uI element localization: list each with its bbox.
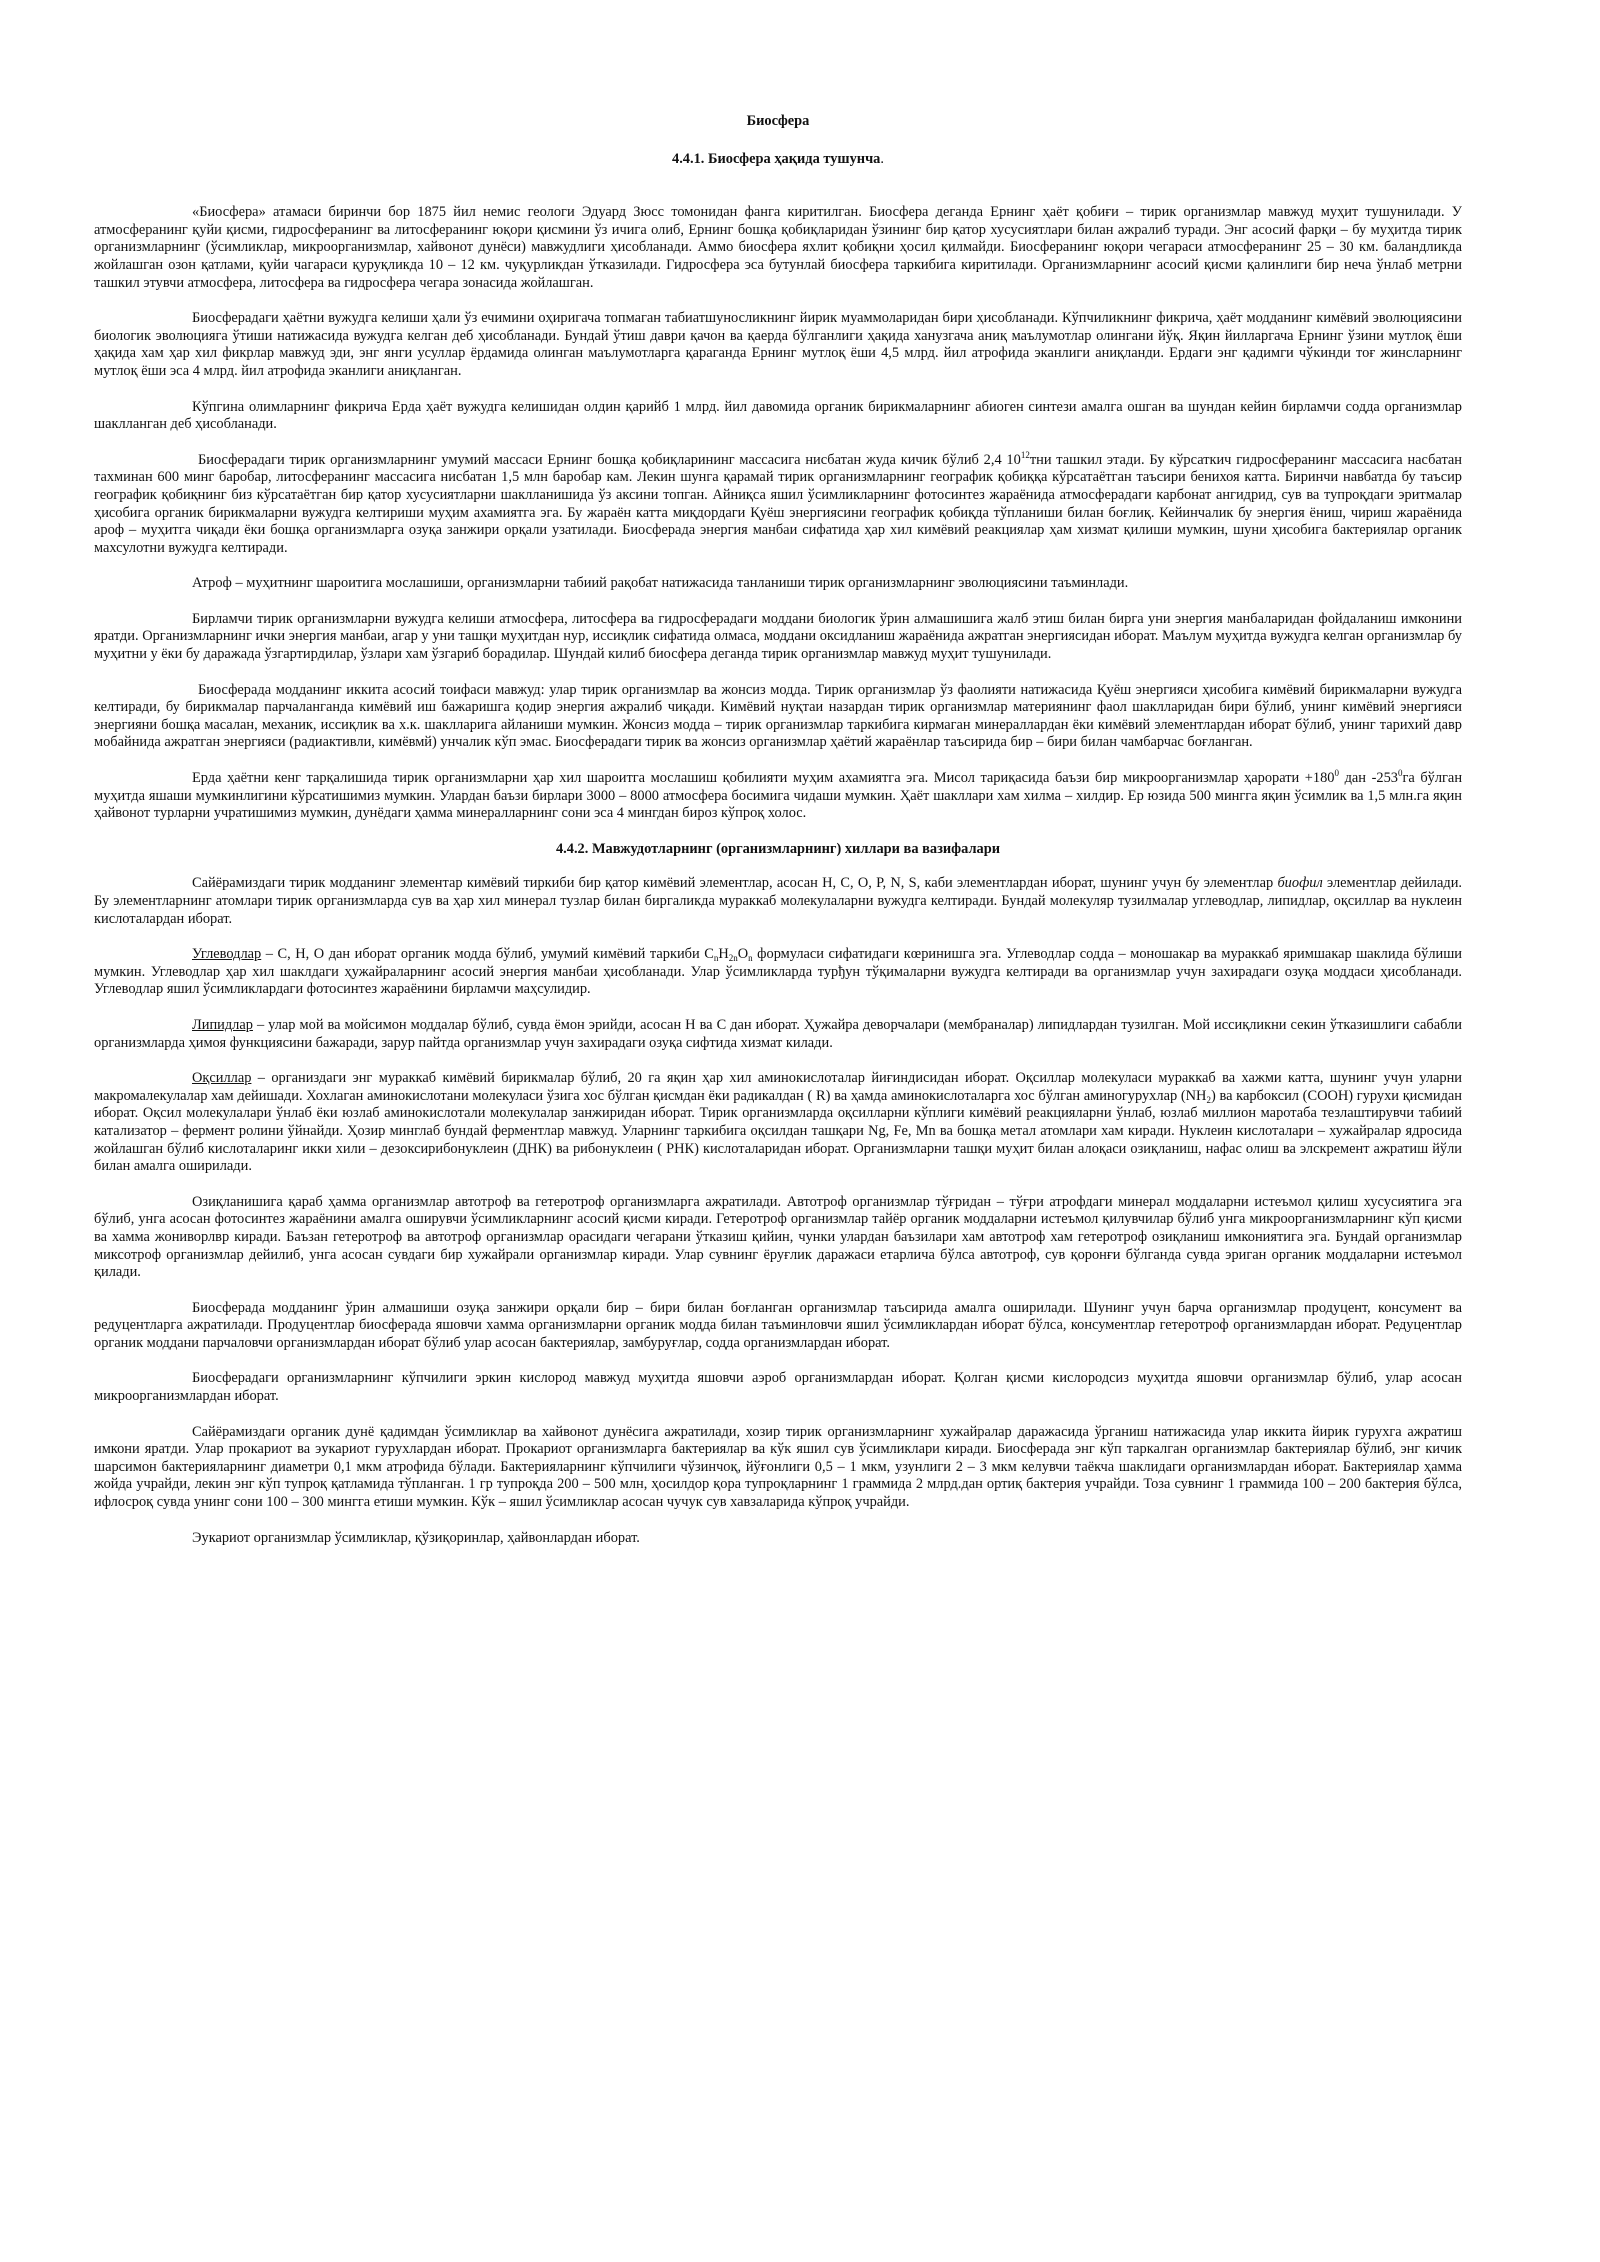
paragraph-8 (94, 770, 1462, 823)
formula-subscript-3: n (748, 953, 753, 964)
paragraph-10-part-d: формуласи сифатидаги кœринишга эга. Углеводлар содда – моношакар ва мураккаб яримшакар шаклида бўлиши мумкин. Углеводлар ҳар хил шаклдаги ҳужайраларнинг асосий энергия манбаи ҳисобланади. Улар ўсимликларда турђун тўқималарни вужудга келтиради ва организмлар учун захирадаги озуқа моддаси ҳисобланади. Углеводлар яшил ўсимликлардаги фотосинтез жараёнини бирламчи маҳсулидир. (94, 946, 1462, 998)
paragraph-8-part-b: дан -253 (1339, 770, 1398, 787)
document-page (94, 113, 1462, 1565)
paragraph-4-part-a: Биосферадаги тирик организмларнинг умумий массаси Ернинг бошқа қобиқларининг массасига нисбатан жуда кичик бўлиб 2,4 10 (198, 451, 1021, 468)
paragraph-2: Биосферадаги ҳаётни вужудга келиши ҳали ўз ечимини оҳиригача топмаган табиатшуносликнинг йирик муаммоларидан бири ҳисобланади. Кўпчиликнинг фикрича, ҳаёт модданинг кимёвий эволюциясини биологик эволюцияга ўтиши натижасида вужудга келган деб ҳисобланади. Бундай ўтиш даври қачон ва қаерда бўлганлиги ҳақида ханузгача аниқ маълумотлар олингани йўқ. Яқин йилларгача Ернинг ўзини мутлоқ ёши ҳақида хам ҳар хил фикрлар мавжуд эди, энг янги усуллар ёрдамида олинган маълумотларга қараганда Ернинг мутлоқ ёши 4,5 млрд. йил атрофида эканлиги аниқланди. Ердаги энг қадимги чўкинди тоғ жинсларнинг мутлоқ ёши эса 4 млрд. йил атрофида эканлиги аниқланган. (94, 310, 1462, 379)
paragraph-9-part-a: Сайёрамиздаги тирик модданинг элементар кимёвий тиркиби бир қатор кимёвий элементлар, асосан H, C, O, P, N, S, каби элементлардан иборат, шунинг учун бу элементлар (192, 875, 1278, 892)
term-carbohydrates: Углеводлар (192, 946, 262, 963)
paragraph-10-part-a: – C, H, O дан иборат органик модда бўлиб, умумий кимёвий таркиби C (261, 946, 714, 963)
paragraph-4-part-b: тни ташкил этади. Бу кўрсаткич гидросферанинг массасига насбатан тахминан 600 минг баробар, литосферанинг массасига нисбатан 1,5 млн баробар кам. Лекин шунга қарамай тирик организмларнинг географик қобиққа кўрсатаётган таъсири бенихоя катта. Биринчи навбатда бу таъсир географик қобиқнинг биз кўрсатаётган бир қатор хусусиятларни шаклланишида ўз аксини топган. Айниқса яшил ўсимликларнинг фотосинтез жараёнида атмосферадаги карбонат ангидрид, сув ва тупроқдаги эритмалар ҳисобига органик бирикмаларни вужудга келтириши муҳим ахамиятга эга. Бу жараён катта миқдордаги Қуёш энергиясини географик қобиқда тўпланиши билан боғлиқ. Кейинчалик бу энергия ёниш, чириш жараёнида ароф – муҳитга чиқади ёки бошқа организмларга озуқа занжири орқали узатилади. Биосферада энергия манбаи сифатида ҳар хил кимёвий реакциялар ҳам хизмат қилиши мумкин, шуни ҳисобига бактериялар органик махсулотни вужудга келтиради. (94, 451, 1462, 556)
section-heading-4-4-2: 4.4.2. Мавжудотларнинг (организмларнинг) хиллари ва вазифалари (555, 840, 1001, 857)
paragraph-11-text: – улар мой ва мойсимон моддалар бўлиб, сувда ёмон эрийди, асосан H ва C дан иборат. Ҳужайра деворчалари (мембраналар) липидлардан тузилган. Мой иссиқликни секин ўтказишлиги сабабли организмларда ҳимоя функциясини бажаради, зарур пайтда организмлар учун захирадаги озуқа сифтида хизмат килади. (94, 1016, 1462, 1051)
section-heading-4-4-1-text: 4.4.1. Биосфера ҳақида тушунча (672, 150, 881, 167)
degree-superscript-2: 0 (1397, 768, 1403, 779)
paragraph-1: «Биосфера» атамаси биринчи бор 1875 йил немис геологи Эдуард Зюсс томонидан фанга киритилган. Биосфера деганда Ернинг ҳаёт қобиғи – тирик организмлар мавжуд муҳит тушунилади. У атмосферанинг қуйи қисми, гидросферанинг ва литосферанинг юқори қисмини ўз ичига олиб, Ернинг бошқа қобиқларидан ўзининг бир қатор хусусиятлари билан ажралиб туради. Энг асосий фарқи – бу муҳитда тирик организмларнинг (ўсимликлар, микроорганизмлар, хайвонот дунёси) мавжудлиги ҳисобланади. Аммо биосфера яхлит қобиқни ҳосил қилмайди. Биосферанинг юқори чегараси атмосферанинг 25 – 30 км. баландликда жойлашган озон қатлами, қуйи чагараси қуруқликда 10 – 12 км. чуқурликдан ўтказилади. Гидросфера эса бутунлай биосфера таркибига киритилади. Организмларнинг асосий қисми қалинлиги бир неча ўнлаб метрни ташкил этувчи атмосфера, литосфера ва гидросфера чегара зонасида жойлашган. (94, 204, 1462, 291)
paragraph-8-part-c: га бўлган муҳитда яшаши мумкинлигини кўрсатишимиз мумкин. Улардан баъзи бирлари 3000 – 8000 атмосфера босимига чидаши мумкин. Ҳаёт шакллари хам хилма – хилдир. Ер юзида 500 мингга яқин ўсимлик ва 1,5 млн.га яқин ҳайвонот турларни учратишимиз мумкин, дунёдаги ҳамма минералларнинг сони эса 4 мингдан бироз кўпроқ холос. (94, 770, 1463, 822)
section-heading-4-4-1 (94, 151, 1462, 169)
paragraph-14: Биосферада модданинг ўрин алмашиши озуқа занжири орқали бир – бири билан боғланган организмлар таъсирида амалга оширилади. Шунинг учун барча организмлар продуцент, консумент ва редуцентларга ажратилади. Продуцентлар биосферада яшовчи хамма организмларни органик модда билан таъминловчи яшил ўсимликлардан иборат бўлса, консументлар гетеротроф организмлардан иборат. Редуцентлар органик моддани парчаловчи организмлардан иборат бўлиб улар асосан бактериялар, замбуруғлар, содда организмлардан иборат. (94, 1299, 1462, 1351)
formula-subscript-1: n (713, 953, 719, 964)
paragraph-12-part-b: ) ва карбоксил (COOH) гурухи қисмидан иборат. Оқсил молекулалари ўнлаб ёки юзлаб аминокислотали молекулалар занжиридан иборат. Тирик организмларда оқсилларни кўплиги кимёвий реакцияларни ўнлаб, юзлаб миллион маротаба тезлаштирувчи табиий катализатор – фермент ролини ўйнайди. Ҳозир минглаб бундай ферментлар мавжуд. Уларнинг таркибига оқсилдан ташқари Ng, Fe, Mn ва бошқа метал атомлари хам киради. Нуклеин кислоталари – хужайралар ядросида жойлашган бўлиб кислоталаринг икки хили – дезоксирибонуклеин (ДНК) ва рибонуклеин ( РНК) кислоталаридан иборат. Организмларни ташқи муҳит билан алоқаси озиқланиш, нафас олиш ва элскремент ажратиш йўли билан амалга оширилади. (94, 1087, 1462, 1175)
section-heading-4-4-1-period: . (880, 150, 884, 167)
formula-o: O (737, 946, 749, 963)
paragraph-3: Кўпгина олимларнинг фикрича Ерда ҳаёт вужудга келишидан олдин қарийб 1 млрд. йил давомида органик бирикмаларнинг абиоген синтези амалга ошган ва шундан кейин бирламчи содда организмлар шаклланган деб ҳисобланади. (94, 398, 1462, 433)
paragraph-proteins (94, 1070, 1462, 1176)
paragraph-carbohydrates (94, 946, 1462, 999)
term-lipids: Липидлар (192, 1016, 253, 1033)
paragraph-4 (94, 449, 1462, 558)
degree-superscript-1: 0 (1334, 768, 1340, 779)
term-proteins: Оқсиллар (192, 1070, 252, 1087)
formula-h: H (718, 946, 729, 963)
paragraph-9 (94, 875, 1462, 928)
paragraph-13: Озиқланишига қараб ҳамма организмлар автотроф ва гетеротроф организмларга ажратилади. Автотроф организмлар тўғридан – тўғри атрофдаги минерал моддаларни истеъмол қилиш хусусиятига эга бўлиб, унга асосан фотосинтез жараёнини амалга оширувчи ўсимликларнинг асосий қисми киради. Гетеротроф организмлар тайёр органик моддаларни истеъмол қилувчилар бўлиб унга микроорганизмларнинг кўп қисми ва хамма жониворлвр киради. Баъзан гетеротроф ва автотроф организмлар орасидаги чегарани ўтказиш қийин, чунки улардан баъзилари хам автотроф хам гетеротроф озиқланиш имкониятига эга. Бундай организмлар миксотроф организмлар дейилиб, унга асосан сувдаги бир хужайрали организмлар киради. Улар сувнинг ёруғлик даражаси етарлича бўлса автотроф, сув қоронғи бўлганда сувда эриган органик моддаларни истеъмол қилади. (94, 1193, 1462, 1281)
paragraph-5: Атроф – муҳитнинг шароитига мослашиши, организмларни табиий рақобат натижасида танланиши тирик организмларнинг эволюциясини таъминлади. (192, 575, 1129, 592)
nh2-subscript: 2 (1206, 1094, 1211, 1105)
paragraph-6: Бирламчи тирик организмларни вужудга келиши атмосфера, литосфера ва гидросферадаги моддани биологик ўрин алмашишига жалб этиш билан бирга уни энергия манбаларидан фойдаланиш имконини яратди. Организмларнинг ички энергия манбаи, агар у уни ташқи муҳитдан нур, иссиқлик сифатида олмаса, моддани оксидланиш жараёнида ажратган энергиясидан иборат. Маълум муҳитда вужудга келган организмлар бу муҳитни у ёки бу даражада ўзгартирдилар, ўзлари хам ўзгариб борадилар. Шундай килиб биосфера деганда тирик организмлар мавжуд муҳит тушунилади. (94, 610, 1462, 663)
formula-subscript-2: 2n (728, 953, 738, 964)
biofil-term: биофил (1277, 875, 1323, 892)
paragraph-16: Сайёрамиздаги органик дунё қадимдан ўсимликлар ва хайвонот дунёсига ажратилади, хозир тирик организмларнинг хужайралар даражасида ўрганиш натижасида улар иккита йирик гурухга ажратиш имкони яратди. Улар прокариот ва эукариот гурухлардан иборат. Прокариот организмларга бактериялар ва кўк яшил сув ўсимликлари киради. Биосферада энг кўп таркалган организмлар бактериялар бўлиб, энг кичик шарсимон бактерияларнинг диаметри 0,1 мкм атрофида бўлади. Бактерияларнинг кўпчилиги чўзинчоқ, йўғонлиги 0,5 – 1 мкм, узунлиги 2 – 3 мкм келувчи таёкча шаклидаги организмлардан иборат. Бактериялар ҳамма жойда учрайди, лекин энг кўп тупроқ қатламида тўпланган. 1 гр тупроқда 200 – 500 млн, ҳосилдор қора тупроқларнинг 1 граммида 2 млрд.дан ортиқ бактерия учрайди. Тоза сувнинг 1 граммида 100 – 200 бактерия бўлса, ифлосроқ сувда унинг сони 100 – 300 мингга етиши мумкин. Кўк – яшил ўсимликлар асосан чучук сув хавзаларида кўпроқ учрайди. (94, 1423, 1462, 1511)
document-title: Биосфера (746, 113, 810, 129)
paragraph-4-superscript: 12 (1020, 449, 1030, 460)
paragraph-9-part-b: элементлар дейилади. Бу элементларнинг атомлари тирик организмларда сув ва ҳар хил минерал тузлар билан биргаликда мураккаб молекулаларни вужудга келтиради. Бундай молекуляр тузилмалар углеводлар, липидлар, оқсиллар ва нуклеин кислоталардан иборат. (94, 875, 1462, 927)
paragraph-lipids (94, 1017, 1462, 1052)
paragraph-12-part-a: – организдаги энг мураккаб кимёвий бирикмалар бўлиб, 20 га яқин ҳар хил аминокислоталар йиғиндисидан иборат. Оқсиллар молекуласи мураккаб ва хажми катта, шунинг учун уларни макромалекулалар хам дейишади. Хохлаган аминокислотани молекуласи ўзига хос бўлган қисмдан ёки радикалдан ( R) ва ҳамда аминокислоталарга хос бўлган аминогурухлар (NH (94, 1070, 1462, 1104)
paragraph-8-part-a: Ерда ҳаётни кенг тарқалишида тирик организмларни ҳар хил шароитга мослашиш қобилияти муҳим ахамиятга эга. Мисол тариқасида баъзи бир микроорганизмлар ҳарорати +180 (192, 770, 1335, 787)
paragraph-15: Биосферадаги организмларнинг кўпчилиги эркин кислород мавжуд муҳитда яшовчи аэроб организмлардан иборат. Қолган қисми кислородсиз муҳитда яшовчи организмлар бўлиб, улар асосан микроорганизмлардан иборат. (94, 1370, 1462, 1405)
paragraph-7: Биосферада модданинг иккита асосий тоифаси мавжуд: улар тирик организмлар ва жонсиз модда. Тирик организмлар ўз фаолияти натижасида Қуёш энергияси ҳисобига кимёвий бирикмаларни вужудга келтиради, бу бирикмалар парчаланганда кимёвий иш бажаришга қодир энергия ажралиб чиқади. Кимёвий нуқтаи назардан тирик организмлар материянинг фаол шаклларидан бири бўлиб, унинг кимёвий энергияси энергияни бошқа масалан, механик, иссиқлик ва х.к. шаклларига айланиши мумкин. Жонсиз модда – тирик организмлар таркибига кирмаган минераллардан ёки кимёвий элементлардан иборат бўлиб, унинг тарихий давр мобайнида ажратган энергияси (радиактивли, кимёвмй) унчалик кўп эмас. Биосферадаги тирик ва жонсиз организмлар ҳаётий жараёнлар таъсирида бир – бири билан чамбарчас боғланган. (94, 681, 1462, 751)
paragraph-17: Эукариот организмлар ўсимликлар, қўзиқоринлар, ҳайвонлардан иборат. (192, 1529, 640, 1546)
